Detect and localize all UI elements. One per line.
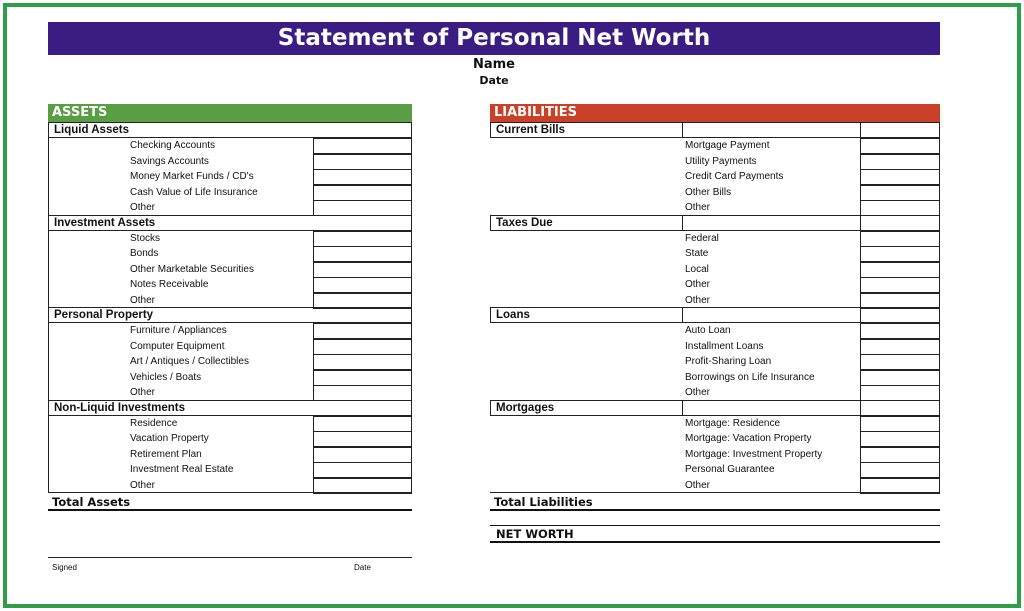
- amount-field[interactable]: [860, 370, 940, 386]
- row-label: Art / Antiques / Collectibles: [130, 356, 249, 367]
- liabilities-row: [490, 354, 940, 370]
- amount-field[interactable]: [860, 416, 940, 432]
- assets-row: [48, 200, 412, 216]
- date-label: Date: [479, 74, 509, 87]
- row-label-cell: [490, 154, 861, 170]
- amount-field[interactable]: [860, 462, 940, 478]
- category-spacer: [682, 400, 861, 416]
- row-label: Vehicles / Boats: [130, 371, 202, 383]
- amount-field[interactable]: [860, 185, 940, 201]
- assets-category-non-liquid-investments: Non-Liquid Investments: [48, 400, 412, 416]
- assets-category-investment-assets: Investment Assets: [48, 215, 412, 231]
- row-label-cell: [490, 339, 861, 355]
- assets-row: [48, 385, 412, 401]
- amount-field[interactable]: [860, 354, 940, 370]
- row-label: Residence: [130, 417, 178, 429]
- row-label: Money Market Funds / CD's: [130, 171, 254, 182]
- liabilities-category-loans: [490, 307, 940, 323]
- category-amount-field[interactable]: [860, 122, 940, 138]
- liabilities-header: LIABILITIES: [490, 104, 940, 122]
- amount-field[interactable]: [313, 416, 412, 432]
- row-label-cell: [490, 478, 861, 493]
- row-label: Other: [685, 202, 711, 213]
- liabilities-row: [490, 169, 940, 185]
- row-label-cell: [490, 169, 861, 185]
- assets-row: [48, 370, 412, 386]
- row-label: Utility Payments: [685, 155, 757, 167]
- row-label: Mortgage: Residence: [685, 417, 781, 429]
- total-liabilities-row: Total Liabilities: [490, 495, 940, 511]
- assets-row: [48, 354, 412, 370]
- row-label-cell: [490, 462, 861, 478]
- liabilities-row: [490, 154, 940, 170]
- amount-field[interactable]: [860, 154, 940, 170]
- assets-category-personal-property: Personal Property: [48, 307, 412, 323]
- liabilities-row: [490, 323, 940, 339]
- row-label: Cash Value of Life Insurance: [130, 186, 258, 198]
- row-label-cell: [490, 323, 861, 339]
- assets-row: [48, 277, 412, 293]
- amount-field[interactable]: [860, 231, 940, 247]
- amount-field[interactable]: [860, 431, 940, 447]
- amount-field[interactable]: [313, 138, 412, 154]
- row-label-cell: [490, 185, 861, 201]
- assets-row: [48, 431, 412, 447]
- liabilities-row: [490, 462, 940, 478]
- amount-field[interactable]: [313, 354, 412, 370]
- signature-date-label: Date: [354, 563, 371, 572]
- row-label: Savings Accounts: [130, 155, 209, 167]
- liabilities-table: [490, 122, 940, 493]
- row-label: Personal Guarantee: [685, 464, 775, 475]
- total-assets-row: Total Assets: [48, 495, 412, 511]
- signature-line[interactable]: [48, 557, 412, 558]
- liabilities-row: [490, 200, 940, 216]
- amount-field[interactable]: [313, 431, 412, 447]
- amount-field[interactable]: [860, 447, 940, 463]
- amount-field[interactable]: [313, 185, 412, 201]
- liabilities-row: [490, 246, 940, 262]
- category-amount-field[interactable]: [860, 400, 940, 416]
- amount-field[interactable]: [860, 138, 940, 154]
- amount-field[interactable]: [860, 339, 940, 355]
- liabilities-row: [490, 431, 940, 447]
- assets-header: ASSETS: [48, 104, 412, 122]
- amount-field[interactable]: [860, 478, 940, 494]
- row-label: Furniture / Appliances: [130, 325, 227, 336]
- amount-field[interactable]: [313, 478, 412, 494]
- row-label: Profit-Sharing Loan: [685, 356, 772, 367]
- assets-table: [48, 122, 412, 493]
- category-title: Current Bills: [496, 124, 566, 136]
- row-label-cell: [490, 385, 861, 400]
- row-label: Other: [130, 202, 156, 213]
- row-label-cell: [490, 262, 861, 278]
- assets-category-liquid-assets: Liquid Assets: [48, 122, 412, 138]
- row-label: Other: [685, 387, 711, 398]
- assets-row: [48, 447, 412, 463]
- amount-field[interactable]: [313, 447, 412, 463]
- row-label: Other: [685, 479, 711, 491]
- assets-row: [48, 231, 412, 247]
- assets-row: [48, 339, 412, 355]
- amount-field[interactable]: [860, 277, 940, 293]
- liabilities-category-current-bills: [490, 122, 940, 138]
- row-label-cell: [490, 416, 861, 432]
- row-label: Notes Receivable: [130, 279, 209, 290]
- liabilities-row: [490, 416, 940, 432]
- amount-field[interactable]: [313, 169, 412, 185]
- row-label: Mortgage Payment: [685, 140, 770, 151]
- amount-field[interactable]: [313, 339, 412, 355]
- category-spacer: [682, 122, 861, 138]
- row-label: Installment Loans: [685, 340, 764, 352]
- row-label: Other Marketable Securities: [130, 263, 254, 275]
- category-amount-field[interactable]: [860, 215, 940, 231]
- amount-field[interactable]: [860, 169, 940, 185]
- assets-row: [48, 478, 412, 494]
- row-label: Borrowings on Life Insurance: [685, 371, 815, 383]
- liabilities-row: [490, 370, 940, 386]
- row-label: Computer Equipment: [130, 340, 225, 352]
- row-label: Auto Loan: [685, 325, 731, 336]
- liabilities-category-taxes-due: [490, 215, 940, 231]
- row-label: Vacation Property: [130, 433, 209, 444]
- liabilities-row: [490, 185, 940, 201]
- category-amount-field[interactable]: [860, 307, 940, 323]
- liabilities-row: [490, 447, 940, 463]
- amount-field[interactable]: [313, 154, 412, 170]
- liabilities-row: [490, 138, 940, 154]
- liabilities-category-mortgages: [490, 400, 940, 416]
- liabilities-row: [490, 293, 940, 309]
- assets-row: [48, 169, 412, 185]
- row-label: Other Bills: [685, 186, 732, 198]
- name-label: Name: [472, 57, 515, 72]
- assets-row: [48, 154, 412, 170]
- amount-field[interactable]: [313, 231, 412, 247]
- row-label: Bonds: [130, 248, 159, 259]
- row-label-cell: [490, 200, 861, 215]
- amount-field[interactable]: [313, 277, 412, 293]
- row-label: Other: [130, 294, 156, 306]
- row-label: Checking Accounts: [130, 140, 216, 151]
- row-label-cell: [490, 277, 861, 293]
- liabilities-row: [490, 478, 940, 494]
- amount-field[interactable]: [860, 262, 940, 278]
- category-spacer: [682, 307, 861, 323]
- amount-field[interactable]: [313, 370, 412, 386]
- row-label: Other: [685, 294, 711, 306]
- category-title: Loans: [496, 309, 530, 321]
- row-label: Other: [130, 387, 156, 398]
- liabilities-row: [490, 339, 940, 355]
- assets-row: [48, 246, 412, 262]
- row-label: Investment Real Estate: [130, 464, 234, 475]
- amount-field[interactable]: [860, 246, 940, 262]
- liabilities-row: [490, 277, 940, 293]
- amount-field[interactable]: [860, 323, 940, 339]
- assets-row: [48, 323, 412, 339]
- row-label: Other: [685, 279, 711, 290]
- assets-row: [48, 138, 412, 154]
- category-title: Mortgages: [496, 401, 555, 414]
- category-spacer: [682, 215, 861, 231]
- row-label: Other: [130, 479, 156, 491]
- assets-row: [48, 185, 412, 201]
- category-title: Taxes Due: [496, 216, 553, 229]
- row-label: Retirement Plan: [130, 448, 202, 460]
- assets-row: [48, 293, 412, 309]
- liabilities-row: [490, 231, 940, 247]
- row-label: State: [685, 248, 709, 259]
- net-worth-row: NET WORTH: [490, 525, 940, 543]
- row-label-cell: [490, 246, 861, 262]
- row-label: Federal: [685, 232, 719, 244]
- amount-field[interactable]: [313, 462, 412, 478]
- assets-row: [48, 462, 412, 478]
- amount-field[interactable]: [313, 323, 412, 339]
- row-label-cell: [490, 231, 861, 247]
- liabilities-row: [490, 262, 940, 278]
- assets-row: [48, 262, 412, 278]
- row-label-cell: [490, 138, 861, 154]
- liabilities-row: [490, 385, 940, 401]
- row-label-cell: [490, 354, 861, 370]
- signed-label: Signed: [52, 563, 77, 572]
- amount-field[interactable]: [313, 262, 412, 278]
- page-title: Statement of Personal Net Worth: [48, 22, 940, 55]
- row-label: Stocks: [130, 232, 161, 244]
- row-label: Mortgage: Vacation Property: [685, 433, 812, 444]
- row-label: Mortgage: Investment Property: [685, 448, 823, 460]
- amount-field[interactable]: [313, 246, 412, 262]
- assets-row: [48, 416, 412, 432]
- row-label: Local: [685, 263, 709, 275]
- row-label: Credit Card Payments: [685, 171, 784, 182]
- row-label-cell: [490, 293, 861, 308]
